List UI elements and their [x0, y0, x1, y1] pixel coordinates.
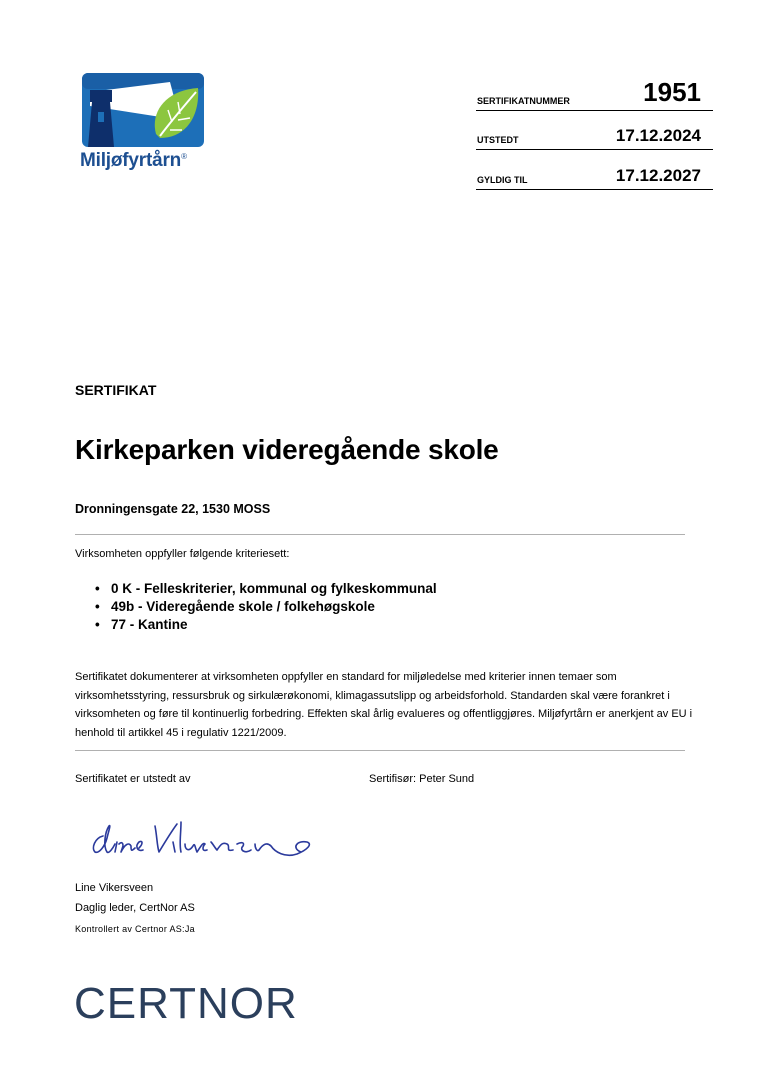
organization-name: Kirkeparken videregående skole: [75, 434, 499, 465]
criteria-list: [95, 580, 437, 634]
organization-address: Dronningensgate 22, 1530 MOSS: [75, 502, 271, 516]
criteria-item: • 0 K - Felleskriterier, kommunal og fylkeskommunal: [95, 580, 437, 598]
valid-label: GYLDIG TIL: [477, 175, 528, 185]
certnor-logo: CERTNOR: [74, 979, 298, 1028]
issued-value: 17.12.2024: [615, 126, 701, 145]
issued-row: [476, 110, 713, 150]
logo-wordmark: Miljøfyrtårn®: [80, 150, 187, 171]
certificate-number-label: SERTIFIKATNUMMER: [477, 96, 570, 106]
divider: [75, 534, 685, 535]
valid-value: 17.12.2027: [615, 166, 701, 185]
criteria-item: • 49b - Videregående skole / folkehøgskole: [95, 598, 437, 616]
document-type: SERTIFIKAT: [75, 382, 157, 398]
certifier-label: Sertifisør: Peter Sund: [369, 773, 475, 785]
controlled-note: Kontrollert av Certnor AS:Ja: [75, 924, 195, 934]
valid-row: [476, 149, 713, 190]
criteria-item: • 77 - Kantine: [95, 616, 437, 634]
certificate-number-row: [476, 72, 713, 111]
issued-by-label: Sertifikatet er utstedt av: [75, 773, 191, 785]
handwritten-signature: [85, 812, 320, 874]
criteria-intro: Virksomheten oppfyller følgende kriteriesett:: [75, 548, 290, 560]
certificate-description: Sertifikatet dokumenterer at virksomheten oppfyller en standard for miljøledelse med kriterier innen temaer som virksomhetsstyring, ressursbruk og sirkulærøkonomi, klimagassutslipp og arbeidsforhold. Standarden skal være forankret i virksomheten og føre til kontinuerlig forbedring. Effekten skal årlig evalueres og offentliggjøres. Miljøfyrtårn er anerkjent av EU i henhold til artikkel 45 i regulativ 1221/2009.: [75, 671, 693, 739]
signer-name: Line Vikersveen: [75, 882, 154, 894]
certificate-number-value: 1951: [643, 77, 701, 107]
issued-label: UTSTEDT: [477, 135, 519, 145]
signer-title: Daglig leder, CertNor AS: [75, 902, 195, 914]
divider: [75, 750, 685, 751]
